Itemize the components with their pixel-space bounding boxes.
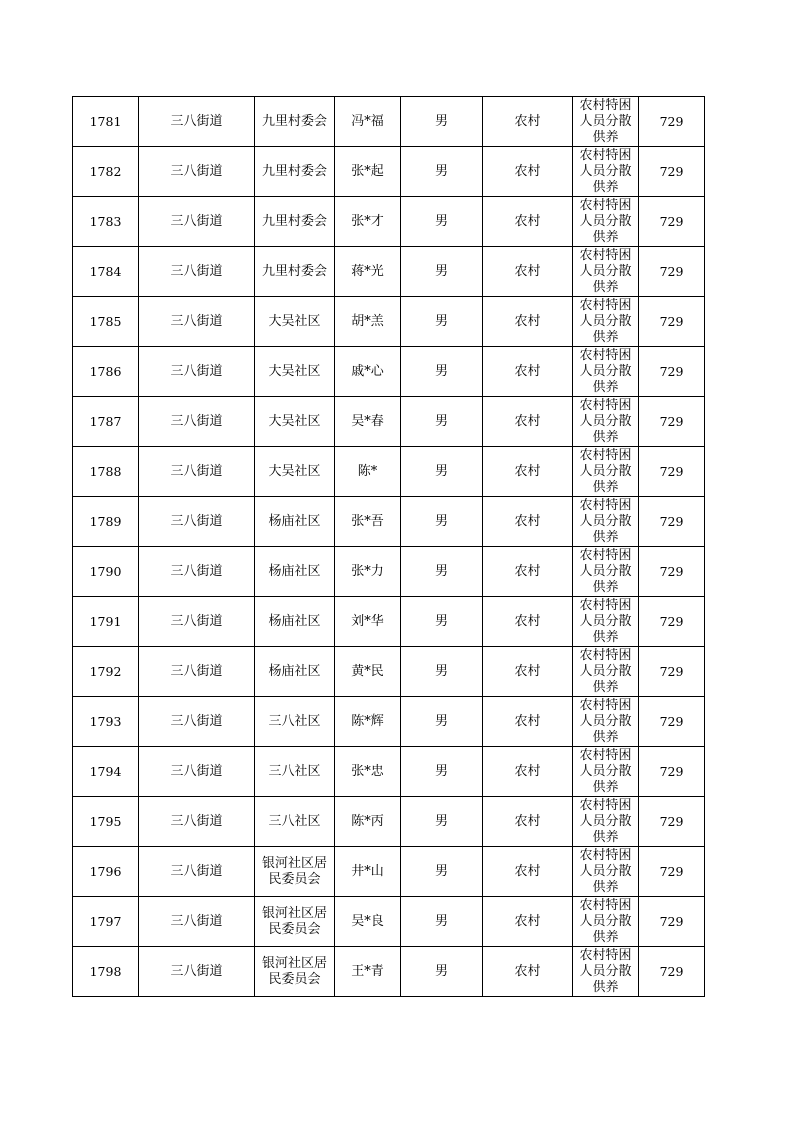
table-row bbox=[73, 747, 705, 797]
area-cell: 农村 bbox=[483, 347, 573, 397]
table-row bbox=[73, 297, 705, 347]
support-type-cell bbox=[573, 697, 639, 747]
support-type-clip bbox=[573, 598, 638, 645]
amount-cell: 729 bbox=[639, 797, 705, 847]
community-cell bbox=[255, 897, 335, 947]
community-cell bbox=[255, 397, 335, 447]
row-number: 1797 bbox=[73, 897, 139, 947]
support-type-label: 农村特困人员分散供养 bbox=[579, 898, 632, 945]
gender-cell: 男 bbox=[401, 947, 483, 997]
area-cell: 农村 bbox=[483, 297, 573, 347]
amount-cell: 729 bbox=[639, 297, 705, 347]
support-type-label: 农村特困人员分散供养 bbox=[579, 398, 632, 445]
support-type-clip bbox=[573, 648, 638, 695]
row-number: 1798 bbox=[73, 947, 139, 997]
area-cell: 农村 bbox=[483, 97, 573, 147]
row-number: 1787 bbox=[73, 397, 139, 447]
gender-cell: 男 bbox=[401, 447, 483, 497]
name-cell: 吴*良 bbox=[335, 897, 401, 947]
table-row bbox=[73, 697, 705, 747]
support-type-label: 农村特困人员分散供养 bbox=[579, 548, 632, 595]
support-type-cell bbox=[573, 597, 639, 647]
area-cell: 农村 bbox=[483, 647, 573, 697]
area-cell: 农村 bbox=[483, 747, 573, 797]
gender-cell: 男 bbox=[401, 647, 483, 697]
community-label: 银河社区居民委员会 bbox=[261, 955, 327, 987]
community-cell bbox=[255, 97, 335, 147]
amount-cell: 729 bbox=[639, 597, 705, 647]
gender-cell: 男 bbox=[401, 397, 483, 447]
area-cell: 农村 bbox=[483, 197, 573, 247]
name-cell: 张*起 bbox=[335, 147, 401, 197]
table-body bbox=[73, 97, 705, 997]
amount-cell: 729 bbox=[639, 247, 705, 297]
row-number: 1782 bbox=[73, 147, 139, 197]
row-number: 1783 bbox=[73, 197, 139, 247]
support-type-cell bbox=[573, 547, 639, 597]
support-type-cell bbox=[573, 747, 639, 797]
street-cell: 三八街道 bbox=[139, 497, 255, 547]
community-cell bbox=[255, 697, 335, 747]
support-type-label: 农村特困人员分散供养 bbox=[579, 448, 632, 495]
name-cell: 吴*春 bbox=[335, 397, 401, 447]
community-cell bbox=[255, 847, 335, 897]
name-cell: 张*吾 bbox=[335, 497, 401, 547]
street-cell: 三八街道 bbox=[139, 247, 255, 297]
table-row bbox=[73, 397, 705, 447]
support-type-clip bbox=[573, 948, 638, 995]
row-number: 1796 bbox=[73, 847, 139, 897]
community-label: 九里村委会 bbox=[261, 163, 327, 179]
name-cell: 冯*福 bbox=[335, 97, 401, 147]
name-cell: 刘*华 bbox=[335, 597, 401, 647]
table-row bbox=[73, 647, 705, 697]
street-cell: 三八街道 bbox=[139, 747, 255, 797]
community-cell bbox=[255, 247, 335, 297]
community-cell bbox=[255, 947, 335, 997]
support-type-clip bbox=[573, 848, 638, 895]
street-cell: 三八街道 bbox=[139, 397, 255, 447]
community-label: 三八社区 bbox=[268, 763, 321, 779]
name-cell: 胡*羔 bbox=[335, 297, 401, 347]
row-number: 1789 bbox=[73, 497, 139, 547]
gender-cell: 男 bbox=[401, 797, 483, 847]
table-row bbox=[73, 847, 705, 897]
community-cell bbox=[255, 147, 335, 197]
support-type-cell bbox=[573, 297, 639, 347]
support-type-clip bbox=[573, 448, 638, 495]
street-cell: 三八街道 bbox=[139, 597, 255, 647]
name-cell: 张*忠 bbox=[335, 747, 401, 797]
gender-cell: 男 bbox=[401, 347, 483, 397]
area-cell: 农村 bbox=[483, 897, 573, 947]
community-cell bbox=[255, 547, 335, 597]
community-label: 三八社区 bbox=[268, 713, 321, 729]
support-type-label: 农村特困人员分散供养 bbox=[579, 148, 632, 195]
table-row bbox=[73, 147, 705, 197]
support-type-label: 农村特困人员分散供养 bbox=[579, 298, 632, 345]
community-label: 银河社区居民委员会 bbox=[261, 905, 327, 937]
gender-cell: 男 bbox=[401, 547, 483, 597]
support-type-label: 农村特困人员分散供养 bbox=[579, 748, 632, 795]
amount-cell: 729 bbox=[639, 397, 705, 447]
gender-cell: 男 bbox=[401, 197, 483, 247]
support-type-clip bbox=[573, 248, 638, 295]
street-cell: 三八街道 bbox=[139, 947, 255, 997]
community-label: 三八社区 bbox=[268, 813, 321, 829]
support-type-cell bbox=[573, 97, 639, 147]
support-type-label: 农村特困人员分散供养 bbox=[579, 598, 632, 645]
area-cell: 农村 bbox=[483, 447, 573, 497]
amount-cell: 729 bbox=[639, 497, 705, 547]
community-label: 大吴社区 bbox=[268, 313, 321, 329]
amount-cell: 729 bbox=[639, 147, 705, 197]
table-row bbox=[73, 597, 705, 647]
support-type-label: 农村特困人员分散供养 bbox=[579, 798, 632, 845]
gender-cell: 男 bbox=[401, 747, 483, 797]
row-number: 1794 bbox=[73, 747, 139, 797]
name-cell: 王*青 bbox=[335, 947, 401, 997]
support-type-label: 农村特困人员分散供养 bbox=[579, 498, 632, 545]
table-row bbox=[73, 797, 705, 847]
row-number: 1784 bbox=[73, 247, 139, 297]
row-number: 1781 bbox=[73, 97, 139, 147]
row-number: 1793 bbox=[73, 697, 139, 747]
support-type-clip bbox=[573, 398, 638, 445]
support-type-label: 农村特困人员分散供养 bbox=[579, 848, 632, 895]
community-label: 九里村委会 bbox=[261, 263, 327, 279]
area-cell: 农村 bbox=[483, 697, 573, 747]
table-row bbox=[73, 197, 705, 247]
support-type-clip bbox=[573, 148, 638, 195]
support-type-cell bbox=[573, 347, 639, 397]
row-number: 1786 bbox=[73, 347, 139, 397]
amount-cell: 729 bbox=[639, 847, 705, 897]
row-number: 1791 bbox=[73, 597, 139, 647]
name-cell: 黄*民 bbox=[335, 647, 401, 697]
area-cell: 农村 bbox=[483, 397, 573, 447]
support-type-label: 农村特困人员分散供养 bbox=[579, 948, 632, 995]
street-cell: 三八街道 bbox=[139, 897, 255, 947]
support-type-cell bbox=[573, 947, 639, 997]
support-type-cell bbox=[573, 447, 639, 497]
support-type-label: 农村特困人员分散供养 bbox=[579, 248, 632, 295]
community-label: 大吴社区 bbox=[268, 363, 321, 379]
area-cell: 农村 bbox=[483, 147, 573, 197]
support-type-cell bbox=[573, 647, 639, 697]
table-row bbox=[73, 497, 705, 547]
community-label: 杨庙社区 bbox=[268, 563, 321, 579]
support-type-label: 农村特困人员分散供养 bbox=[579, 348, 632, 395]
community-label: 大吴社区 bbox=[268, 463, 321, 479]
area-cell: 农村 bbox=[483, 797, 573, 847]
community-label: 九里村委会 bbox=[261, 113, 327, 129]
name-cell: 张*才 bbox=[335, 197, 401, 247]
table-row bbox=[73, 97, 705, 147]
support-type-cell bbox=[573, 897, 639, 947]
data-table bbox=[72, 96, 705, 997]
support-type-label: 农村特困人员分散供养 bbox=[579, 648, 632, 695]
community-cell bbox=[255, 797, 335, 847]
street-cell: 三八街道 bbox=[139, 97, 255, 147]
street-cell: 三八街道 bbox=[139, 547, 255, 597]
amount-cell: 729 bbox=[639, 897, 705, 947]
support-type-clip bbox=[573, 98, 638, 145]
street-cell: 三八街道 bbox=[139, 147, 255, 197]
support-type-cell bbox=[573, 397, 639, 447]
support-type-label: 农村特困人员分散供养 bbox=[579, 198, 632, 245]
area-cell: 农村 bbox=[483, 947, 573, 997]
community-label: 银河社区居民委员会 bbox=[261, 855, 327, 887]
name-cell: 蒋*光 bbox=[335, 247, 401, 297]
support-type-cell bbox=[573, 497, 639, 547]
community-cell bbox=[255, 597, 335, 647]
street-cell: 三八街道 bbox=[139, 297, 255, 347]
table-row bbox=[73, 897, 705, 947]
area-cell: 农村 bbox=[483, 497, 573, 547]
table-row bbox=[73, 447, 705, 497]
street-cell: 三八街道 bbox=[139, 347, 255, 397]
amount-cell: 729 bbox=[639, 197, 705, 247]
street-cell: 三八街道 bbox=[139, 797, 255, 847]
area-cell: 农村 bbox=[483, 847, 573, 897]
street-cell: 三八街道 bbox=[139, 447, 255, 497]
gender-cell: 男 bbox=[401, 497, 483, 547]
support-type-cell bbox=[573, 147, 639, 197]
table-row bbox=[73, 547, 705, 597]
name-cell: 陈*辉 bbox=[335, 697, 401, 747]
support-type-clip bbox=[573, 548, 638, 595]
document-sheet bbox=[72, 96, 705, 997]
amount-cell: 729 bbox=[639, 647, 705, 697]
gender-cell: 男 bbox=[401, 847, 483, 897]
support-type-clip bbox=[573, 898, 638, 945]
gender-cell: 男 bbox=[401, 597, 483, 647]
community-label: 杨庙社区 bbox=[268, 513, 321, 529]
community-cell bbox=[255, 647, 335, 697]
area-cell: 农村 bbox=[483, 547, 573, 597]
amount-cell: 729 bbox=[639, 747, 705, 797]
street-cell: 三八街道 bbox=[139, 197, 255, 247]
amount-cell: 729 bbox=[639, 547, 705, 597]
support-type-clip bbox=[573, 748, 638, 795]
gender-cell: 男 bbox=[401, 697, 483, 747]
table-row bbox=[73, 347, 705, 397]
gender-cell: 男 bbox=[401, 297, 483, 347]
community-cell bbox=[255, 197, 335, 247]
gender-cell: 男 bbox=[401, 247, 483, 297]
community-label: 九里村委会 bbox=[261, 213, 327, 229]
support-type-clip bbox=[573, 798, 638, 845]
amount-cell: 729 bbox=[639, 347, 705, 397]
support-type-cell bbox=[573, 197, 639, 247]
community-cell bbox=[255, 497, 335, 547]
support-type-clip bbox=[573, 498, 638, 545]
gender-cell: 男 bbox=[401, 97, 483, 147]
support-type-clip bbox=[573, 198, 638, 245]
community-label: 杨庙社区 bbox=[268, 613, 321, 629]
community-cell bbox=[255, 747, 335, 797]
community-cell bbox=[255, 297, 335, 347]
row-number: 1788 bbox=[73, 447, 139, 497]
support-type-label: 农村特困人员分散供养 bbox=[579, 698, 632, 745]
name-cell: 陈*丙 bbox=[335, 797, 401, 847]
community-label: 大吴社区 bbox=[268, 413, 321, 429]
gender-cell: 男 bbox=[401, 147, 483, 197]
community-label: 杨庙社区 bbox=[268, 663, 321, 679]
community-cell bbox=[255, 447, 335, 497]
amount-cell: 729 bbox=[639, 447, 705, 497]
name-cell: 戚*心 bbox=[335, 347, 401, 397]
street-cell: 三八街道 bbox=[139, 697, 255, 747]
support-type-cell bbox=[573, 847, 639, 897]
support-type-cell bbox=[573, 797, 639, 847]
name-cell: 张*力 bbox=[335, 547, 401, 597]
support-type-cell bbox=[573, 247, 639, 297]
row-number: 1795 bbox=[73, 797, 139, 847]
support-type-clip bbox=[573, 348, 638, 395]
amount-cell: 729 bbox=[639, 697, 705, 747]
name-cell: 井*山 bbox=[335, 847, 401, 897]
support-type-label: 农村特困人员分散供养 bbox=[579, 98, 632, 145]
amount-cell: 729 bbox=[639, 947, 705, 997]
community-cell bbox=[255, 347, 335, 397]
table-row bbox=[73, 247, 705, 297]
support-type-clip bbox=[573, 698, 638, 745]
area-cell: 农村 bbox=[483, 247, 573, 297]
gender-cell: 男 bbox=[401, 897, 483, 947]
street-cell: 三八街道 bbox=[139, 647, 255, 697]
support-type-clip bbox=[573, 298, 638, 345]
amount-cell: 729 bbox=[639, 97, 705, 147]
row-number: 1785 bbox=[73, 297, 139, 347]
table-row bbox=[73, 947, 705, 997]
row-number: 1792 bbox=[73, 647, 139, 697]
name-cell: 陈* bbox=[335, 447, 401, 497]
area-cell: 农村 bbox=[483, 597, 573, 647]
street-cell: 三八街道 bbox=[139, 847, 255, 897]
row-number: 1790 bbox=[73, 547, 139, 597]
